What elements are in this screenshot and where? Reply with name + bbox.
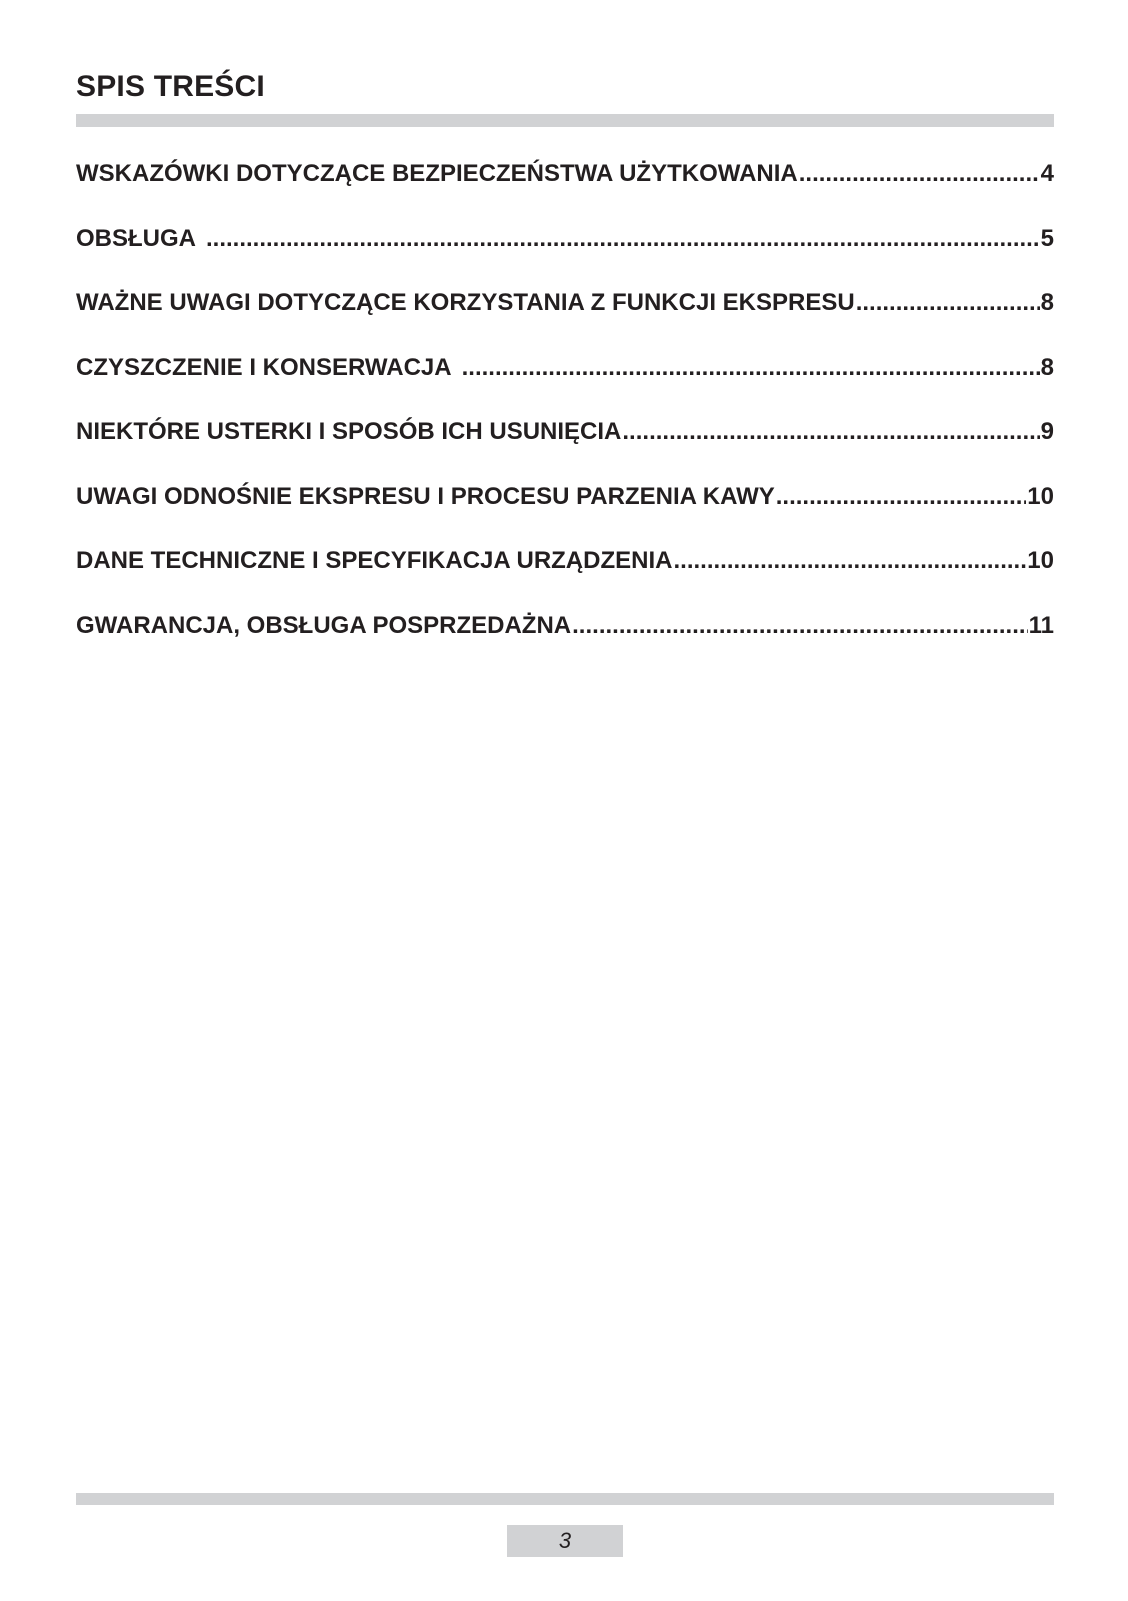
toc-entry[interactable] (76, 416, 1054, 481)
toc-entry-title: UWAGI ODNOŚNIE EKSPRESU I PROCESU PARZENIA KAWY (76, 482, 775, 510)
dot-leader (673, 545, 1026, 577)
toc-entry-page: 8 (1040, 353, 1054, 381)
toc-entry[interactable] (76, 158, 1054, 223)
toc-entry-page: 11 (1028, 611, 1054, 639)
toc-entry-title: WAŻNE UWAGI DOTYCZĄCE KORZYSTANIA Z FUNKCJI EKSPRESU (76, 289, 855, 316)
toc-entry-page: 9 (1040, 418, 1054, 445)
toc-entry[interactable] (76, 287, 1054, 352)
toc-entry-title: GWARANCJA, OBSŁUGA POSPRZEDAŻNA (76, 611, 572, 639)
toc-entry-title: DANE TECHNICZNE I SPECYFIKACJA URZĄDZENIA (76, 547, 673, 574)
page-number-label: 3 (558, 1528, 572, 1553)
toc-entry-page: 5 (1040, 224, 1054, 252)
toc-entry-title: WSKAZÓWKI DOTYCZĄCE BEZPIECZEŃSTWA UŻYTKOWANIA (76, 160, 798, 187)
dot-leader (776, 481, 1027, 513)
toc-entry[interactable] (76, 352, 1054, 417)
toc-entry[interactable] (76, 481, 1054, 546)
header-divider (76, 114, 1054, 127)
toc-entry-page: 10 (1027, 482, 1054, 510)
dot-leader (572, 610, 1027, 642)
dot-leader (206, 223, 1040, 255)
toc-entry[interactable] (76, 610, 1054, 675)
toc-entry-title: NIEKTÓRE USTERKI I SPOSÓB ICH USUNIĘCIA (76, 418, 622, 445)
page-title: SPIS TREŚCI (76, 70, 265, 103)
page-number (507, 1525, 623, 1557)
toc-entry[interactable] (76, 545, 1054, 610)
footer-divider (76, 1493, 1054, 1505)
dot-leader (622, 416, 1039, 448)
toc-entry-page: 4 (1040, 160, 1054, 187)
dot-leader (799, 158, 1040, 190)
dot-leader (462, 352, 1040, 384)
toc-entry-page: 10 (1027, 547, 1054, 574)
toc-entry-page: 8 (1040, 289, 1054, 316)
table-of-contents (76, 158, 1054, 674)
toc-entry-title: OBSŁUGA (76, 224, 196, 252)
dot-leader (856, 287, 1040, 319)
toc-entry[interactable] (76, 223, 1054, 288)
toc-entry-title: CZYSZCZENIE I KONSERWACJA (76, 353, 452, 381)
